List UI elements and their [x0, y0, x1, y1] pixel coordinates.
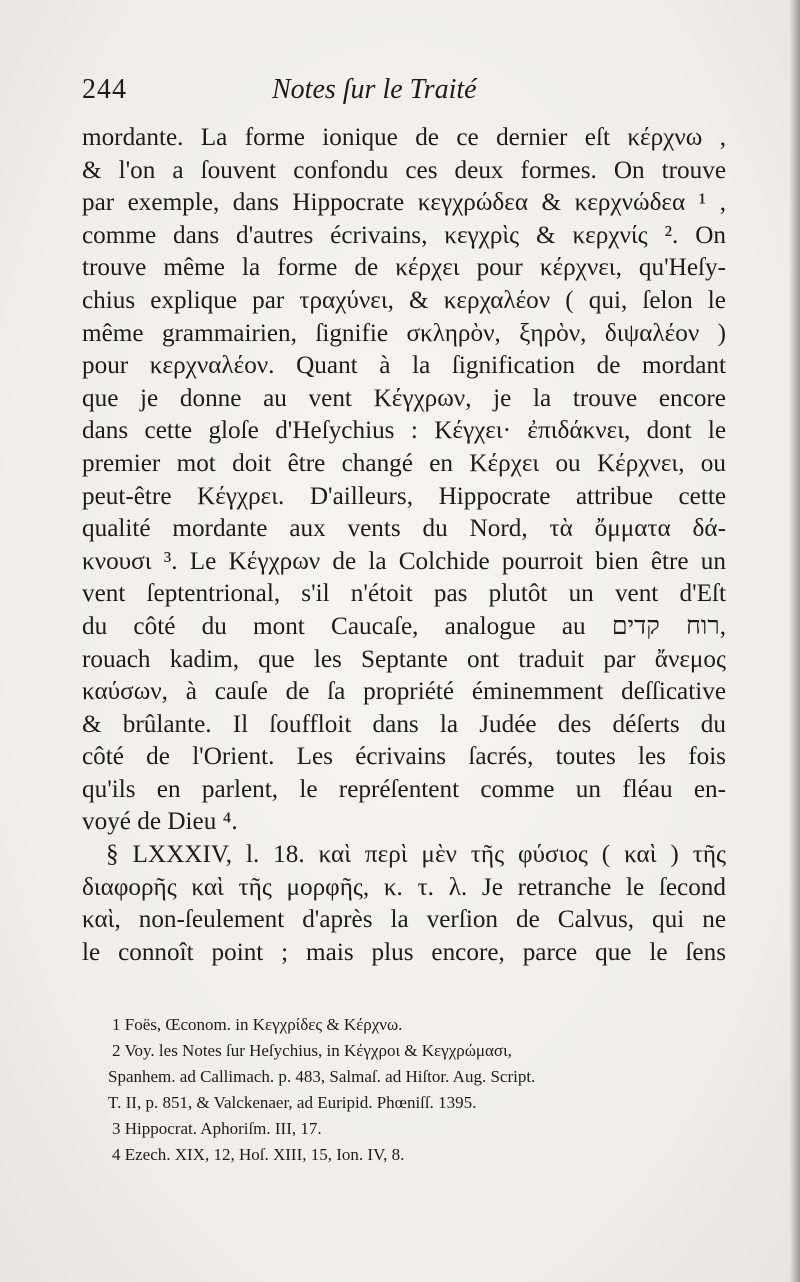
text-line: mordante. La forme ionique de ce dernier eſt κέρχνω ,: [82, 124, 726, 151]
text-line: & brûlante. Il ſouffloit dans la Judée des déſerts du: [82, 710, 726, 738]
text-line: διαφορῆς καὶ τῆς μορφῆς, κ. τ. λ. Je retranche le ſecond: [82, 873, 726, 901]
text-line: trouve même la forme de κέρχει pour κέρχνει, qu'Heſy-: [82, 254, 726, 282]
page-header: [82, 74, 722, 114]
text-line: par exemple, dans Hippocrate κεγχρώδεα & κερχνώδεα ¹ ,: [82, 189, 726, 217]
page-gutter-shadow: [790, 0, 800, 1282]
text-line: dans cette gloſe d'Heſychius : Κέγχει· ἐπιδάκνει, dont le: [82, 417, 726, 445]
text-line: vent ſeptentrional, s'il n'étoit pas plutôt un vent d'Eſt: [82, 580, 726, 608]
text-line: le connoît point ; mais plus encore, parce que le ſens: [82, 938, 726, 966]
page-number: 244: [82, 74, 127, 105]
footnotes: [108, 1012, 732, 1168]
text-line: comme dans d'autres écrivains, κεγχρὶς & κερχνίς ². On: [82, 221, 726, 249]
running-title: Notes ſur le Traité: [272, 74, 477, 105]
text-line: même grammairien, ſignifie σκληρὸν, ξηρὸν, διψαλέον ): [82, 319, 726, 347]
text-line: καὶ, non-ſeulement d'après la verſion de Calvus, qui ne: [82, 906, 726, 934]
text-line: côté de l'Orient. Les écrivains ſacrés, toutes les fois: [82, 743, 726, 771]
text-line: § LXXXIV, l. 18. καὶ περὶ μὲν τῆς φύσιος ( καὶ ) τῆς: [106, 841, 726, 869]
text-line: du côté du mont Caucaſe, analogue au רוח קדים,: [82, 612, 726, 640]
text-line: κνουσι ³. Le Κέγχρων de la Colchide pourroit bien être un: [82, 547, 726, 575]
text-line: qu'ils en parlent, le repréſentent comme un fléau en-: [82, 775, 726, 803]
text-line: voyé de Dieu ⁴.: [82, 808, 238, 836]
text-line: premier mot doit être changé en Κέρχει ou Κέρχνει, ou: [82, 449, 726, 477]
text-line: peut-être Κέγχρει. D'ailleurs, Hippocrate attribue cette: [82, 482, 726, 510]
footnote: 3 Hippocrat. Aphoriſm. III, 17.: [112, 1119, 322, 1138]
text-line: καύσων, à cauſe de ſa propriété éminemment deſſicative: [82, 678, 726, 706]
footnote-continuation: Spanhem. ad Callimach. p. 483, Salmaſ. ad Hiſtor. Aug. Script.: [108, 1067, 536, 1086]
footnote-continuation: T. II, p. 851, & Valckenaer, ad Euripid. Phœniſſ. 1395.: [108, 1093, 477, 1112]
text-line: qualité mordante aux vents du Nord, τὰ ὄμματα δά-: [82, 515, 726, 543]
footnote: 2 Voy. les Notes ſur Heſychius, in Κέγχροι & Κεγχρώμασι,: [112, 1041, 512, 1060]
footnote: 4 Ezech. XIX, 12, Hoſ. XIII, 15, Ion. IV, 8.: [112, 1145, 405, 1164]
body-text: [82, 122, 726, 969]
text-line: pour κερχναλέον. Quant à la ſignification de mordant: [82, 352, 726, 380]
text-line: rouach kadim, que les Septante ont traduit par ἄνεμος: [82, 645, 726, 673]
text-line: & l'on a ſouvent confondu ces deux formes. On trouve: [82, 156, 726, 184]
text-line: chius explique par τραχύνει, & κερχαλέον ( qui, ſelon le: [82, 286, 726, 314]
footnote: 1 Foës, Œconom. in Κεγχρίδες & Κέρχνω.: [112, 1015, 403, 1034]
text-line: que je donne au vent Κέγχρων, je la trouve encore: [82, 384, 726, 412]
